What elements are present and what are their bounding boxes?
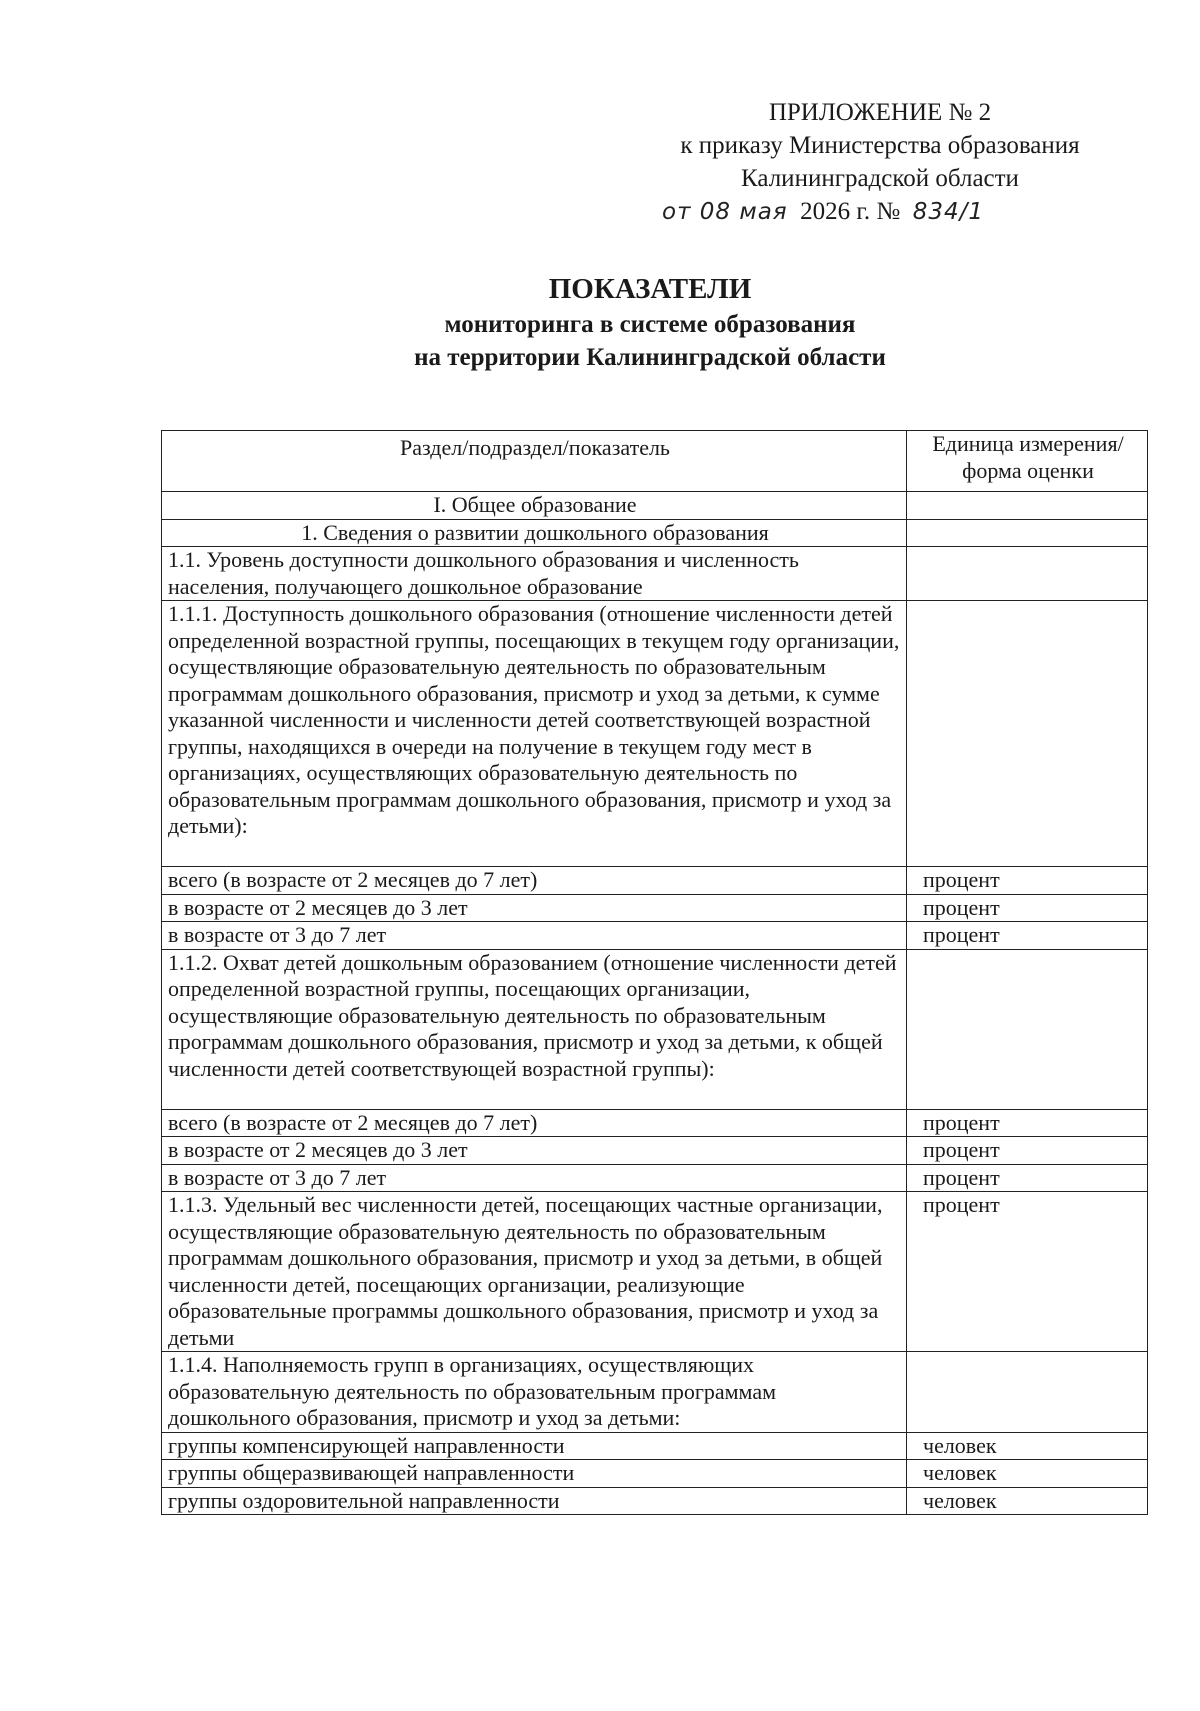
table-row <box>162 949 1148 1109</box>
indicator-cell: 1.1.3. Удельный вес численности детей, посещающих частные организации, осуществляющие образовательную деятельность по образовательным программам дошкольного образования, присмотр и уход за детьми, в общей численности детей, посещающих организации, реализующие образовательные программы дошкольного образования, присмотр и уход за детьми <box>162 1192 907 1352</box>
table-row <box>162 894 1148 922</box>
unit-cell: процент <box>907 1192 1148 1352</box>
table-row <box>162 1432 1148 1460</box>
indicator-cell: 1.1.4. Наполняемость групп в организациях, осуществляющих образовательную деятельность по образовательным программам дошкольного образования, присмотр и уход за детьми: <box>162 1352 907 1433</box>
unit-cell <box>907 547 1148 601</box>
table-row <box>162 1352 1148 1433</box>
order-date-number <box>640 195 1120 229</box>
unit-cell: процент <box>907 1137 1148 1165</box>
indicator-cell: 1.1.1. Доступность дошкольного образования (отношение численности детей определенной возрастной группы, посещающих в текущем году организации, осуществляющие образовательную деятельность по образовательным программам дошкольного образования, присмотр и уход за детьми, к сумме указанной численности и численности детей соответствующей возрастной группы, находящихся в очереди на получение в текущем году мест в организациях, осуществляющих образовательную деятельность по образовательным программам дошкольного образования, присмотр и уход за детьми): <box>162 601 907 867</box>
indicator-cell: всего (в возрасте от 2 месяцев до 7 лет) <box>162 867 907 895</box>
indicator-cell: в возрасте от 2 месяцев до 3 лет <box>162 1137 907 1165</box>
appendix-header <box>640 96 1120 229</box>
indicator-cell: группы оздоровительной направленности <box>162 1487 907 1515</box>
unit-cell <box>907 1352 1148 1433</box>
unit-cell: процент <box>907 1164 1148 1192</box>
title-main: ПОКАЗАТЕЛИ <box>548 273 752 305</box>
table-row <box>162 601 1148 867</box>
indicators-table <box>161 430 1148 1515</box>
indicator-cell: в возрасте от 3 до 7 лет <box>162 1164 907 1192</box>
unit-cell: человек <box>907 1432 1148 1460</box>
unit-cell <box>907 949 1148 1109</box>
title-sub-1: мониторинга в системе образования <box>444 311 856 338</box>
col-header-unit: Единица измерения/ форма оценки <box>907 431 1148 492</box>
unit-cell <box>907 492 1148 520</box>
indicator-cell: в возрасте от 3 до 7 лет <box>162 922 907 950</box>
unit-cell: человек <box>907 1487 1148 1515</box>
col-header-indicator: Раздел/подраздел/показатель <box>162 431 907 492</box>
indicator-cell: 1.1.2. Охват детей дошкольным образованием (отношение численности детей определенной возрастной группы, посещающих организации, осуществляющие образовательную деятельность по образовательным программам дошкольного образования, присмотр и уход за детьми, к общей численности детей соответствующей возрастной группы): <box>162 949 907 1109</box>
table-row <box>162 492 1148 520</box>
table-row <box>162 1137 1148 1165</box>
indicator-cell: в возрасте от 2 месяцев до 3 лет <box>162 894 907 922</box>
indicator-cell: всего (в возрасте от 2 месяцев до 7 лет) <box>162 1109 907 1137</box>
unit-cell <box>907 519 1148 547</box>
indicator-cell: I. Общее образование <box>162 492 907 520</box>
unit-cell: процент <box>907 922 1148 950</box>
table-row <box>162 1164 1148 1192</box>
indicator-cell: 1. Сведения о развитии дошкольного образования <box>162 519 907 547</box>
table-row <box>162 547 1148 601</box>
table-row <box>162 867 1148 895</box>
handwritten-date: от 08 мая <box>662 199 788 225</box>
table-header-row <box>162 431 1148 492</box>
table-row <box>162 922 1148 950</box>
indicator-cell: группы общеразвивающей направленности <box>162 1460 907 1488</box>
unit-cell: процент <box>907 894 1148 922</box>
title-sub-2: на территории Калининградской области <box>414 344 886 371</box>
unit-cell: процент <box>907 1109 1148 1137</box>
table-row <box>162 519 1148 547</box>
order-reference: к приказу Министерства образования <box>680 132 1080 159</box>
document-title <box>150 270 1150 374</box>
unit-cell: человек <box>907 1460 1148 1488</box>
order-year-label: 2026 г. № <box>800 198 901 225</box>
table-row <box>162 1192 1148 1352</box>
order-region: Калининградской области <box>741 165 1019 192</box>
handwritten-number: 834/1 <box>912 199 984 225</box>
appendix-number: ПРИЛОЖЕНИЕ № 2 <box>768 99 992 126</box>
table-row <box>162 1487 1148 1515</box>
table-row <box>162 1109 1148 1137</box>
table-row <box>162 1460 1148 1488</box>
unit-cell <box>907 601 1148 867</box>
indicator-cell: группы компенсирующей направленности <box>162 1432 907 1460</box>
indicator-cell: 1.1. Уровень доступности дошкольного образования и численность населения, получающего дошкольное образование <box>162 547 907 601</box>
unit-cell: процент <box>907 867 1148 895</box>
